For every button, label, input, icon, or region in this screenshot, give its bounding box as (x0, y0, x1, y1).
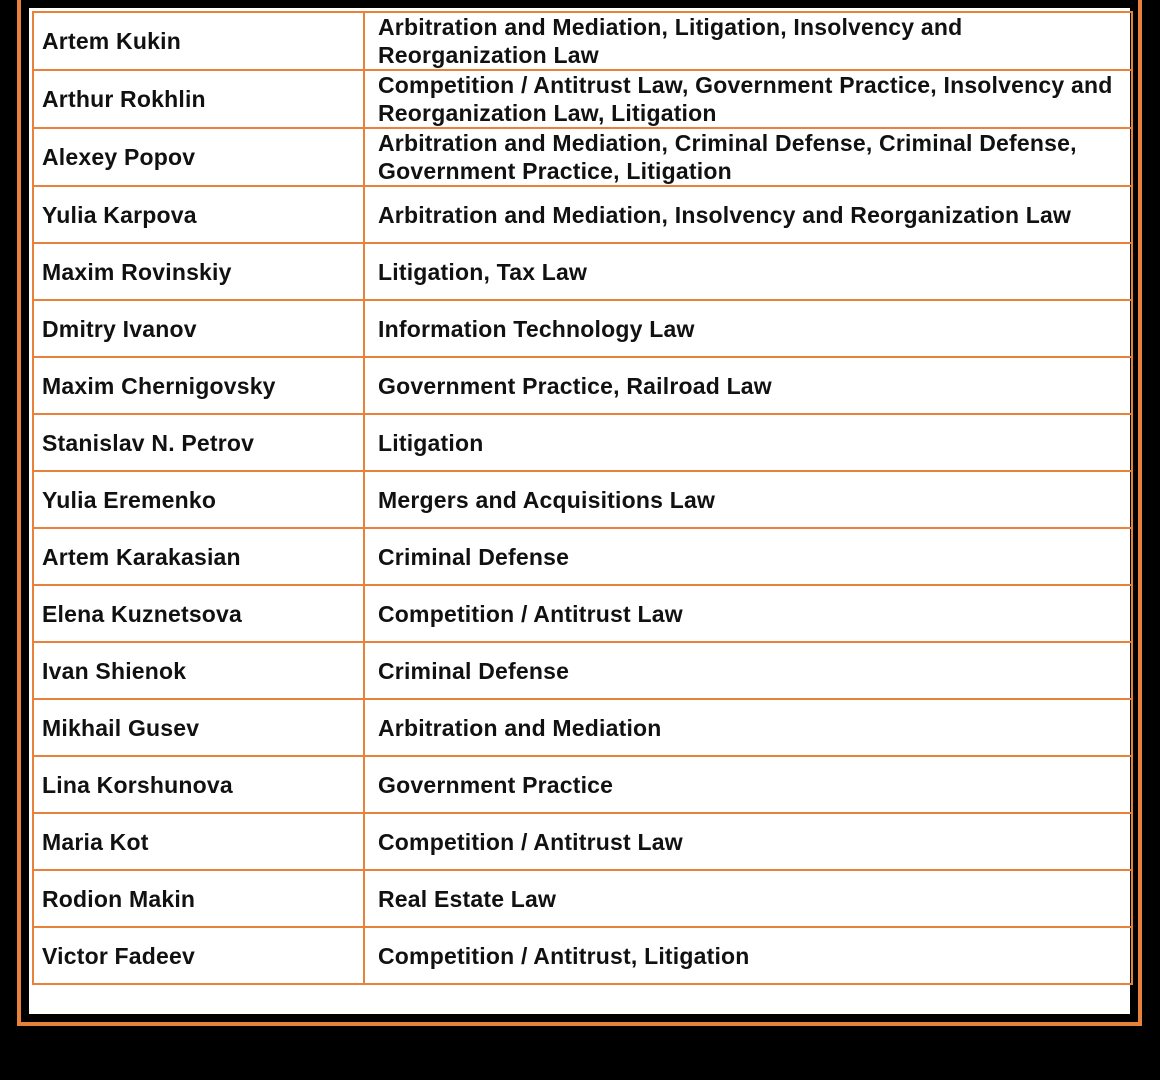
practice-areas-cell: Arbitration and Mediation (364, 699, 1132, 756)
table-row (33, 927, 1132, 984)
practice-areas-cell: Competition / Antitrust, Litigation (364, 927, 1132, 984)
lawyer-name-cell: Lina Korshunova (33, 756, 364, 813)
lawyer-name-cell: Maxim Rovinskiy (33, 243, 364, 300)
practice-areas-cell: Arbitration and Mediation, Criminal Defense, Criminal Defense, Government Practice, Litigation (364, 128, 1132, 186)
lawyer-name-cell: Artem Kukin (33, 12, 364, 70)
table-row (33, 528, 1132, 585)
lawyer-name-cell: Elena Kuznetsova (33, 585, 364, 642)
table-body (33, 12, 1132, 984)
practice-areas-cell: Litigation, Tax Law (364, 243, 1132, 300)
table-row (33, 243, 1132, 300)
lawyer-name-cell: Yulia Eremenko (33, 471, 364, 528)
table-panel (29, 8, 1130, 1014)
lawyer-name-cell: Alexey Popov (33, 128, 364, 186)
lawyer-name-cell: Maxim Chernigovsky (33, 357, 364, 414)
lawyer-name-cell: Yulia Karpova (33, 186, 364, 243)
table-row (33, 300, 1132, 357)
practice-areas-cell: Litigation (364, 414, 1132, 471)
lawyer-name-cell: Stanislav N. Petrov (33, 414, 364, 471)
lawyer-name-cell: Mikhail Gusev (33, 699, 364, 756)
practice-areas-cell: Government Practice, Railroad Law (364, 357, 1132, 414)
table-row (33, 471, 1132, 528)
table-row (33, 128, 1132, 186)
lawyer-name-cell: Ivan Shienok (33, 642, 364, 699)
table-row (33, 585, 1132, 642)
practice-areas-cell: Competition / Antitrust Law, Government Practice, Insolvency and Reorganization Law, Litigation (364, 70, 1132, 128)
practice-areas-cell: Competition / Antitrust Law (364, 813, 1132, 870)
table-row (33, 186, 1132, 243)
table-row (33, 357, 1132, 414)
practice-areas-cell: Arbitration and Mediation, Insolvency and Reorganization Law (364, 186, 1132, 243)
lawyer-name-cell: Victor Fadeev (33, 927, 364, 984)
table-row (33, 699, 1132, 756)
table-row (33, 813, 1132, 870)
practice-areas-cell: Criminal Defense (364, 642, 1132, 699)
table-row (33, 870, 1132, 927)
lawyer-name-cell: Rodion Makin (33, 870, 364, 927)
lawyer-practice-table (32, 11, 1133, 985)
practice-areas-cell: Mergers and Acquisitions Law (364, 471, 1132, 528)
table-frame (17, 0, 1142, 1026)
practice-areas-cell: Information Technology Law (364, 300, 1132, 357)
lawyer-name-cell: Arthur Rokhlin (33, 70, 364, 128)
lawyer-name-cell: Dmitry Ivanov (33, 300, 364, 357)
table-row (33, 70, 1132, 128)
lawyer-name-cell: Maria Kot (33, 813, 364, 870)
practice-areas-cell: Arbitration and Mediation, Litigation, Insolvency and Reorganization Law (364, 12, 1132, 70)
practice-areas-cell: Competition / Antitrust Law (364, 585, 1132, 642)
practice-areas-cell: Real Estate Law (364, 870, 1132, 927)
practice-areas-cell: Criminal Defense (364, 528, 1132, 585)
practice-areas-cell: Government Practice (364, 756, 1132, 813)
table-row (33, 414, 1132, 471)
table-row (33, 12, 1132, 70)
table-row (33, 756, 1132, 813)
table-row (33, 642, 1132, 699)
lawyer-name-cell: Artem Karakasian (33, 528, 364, 585)
